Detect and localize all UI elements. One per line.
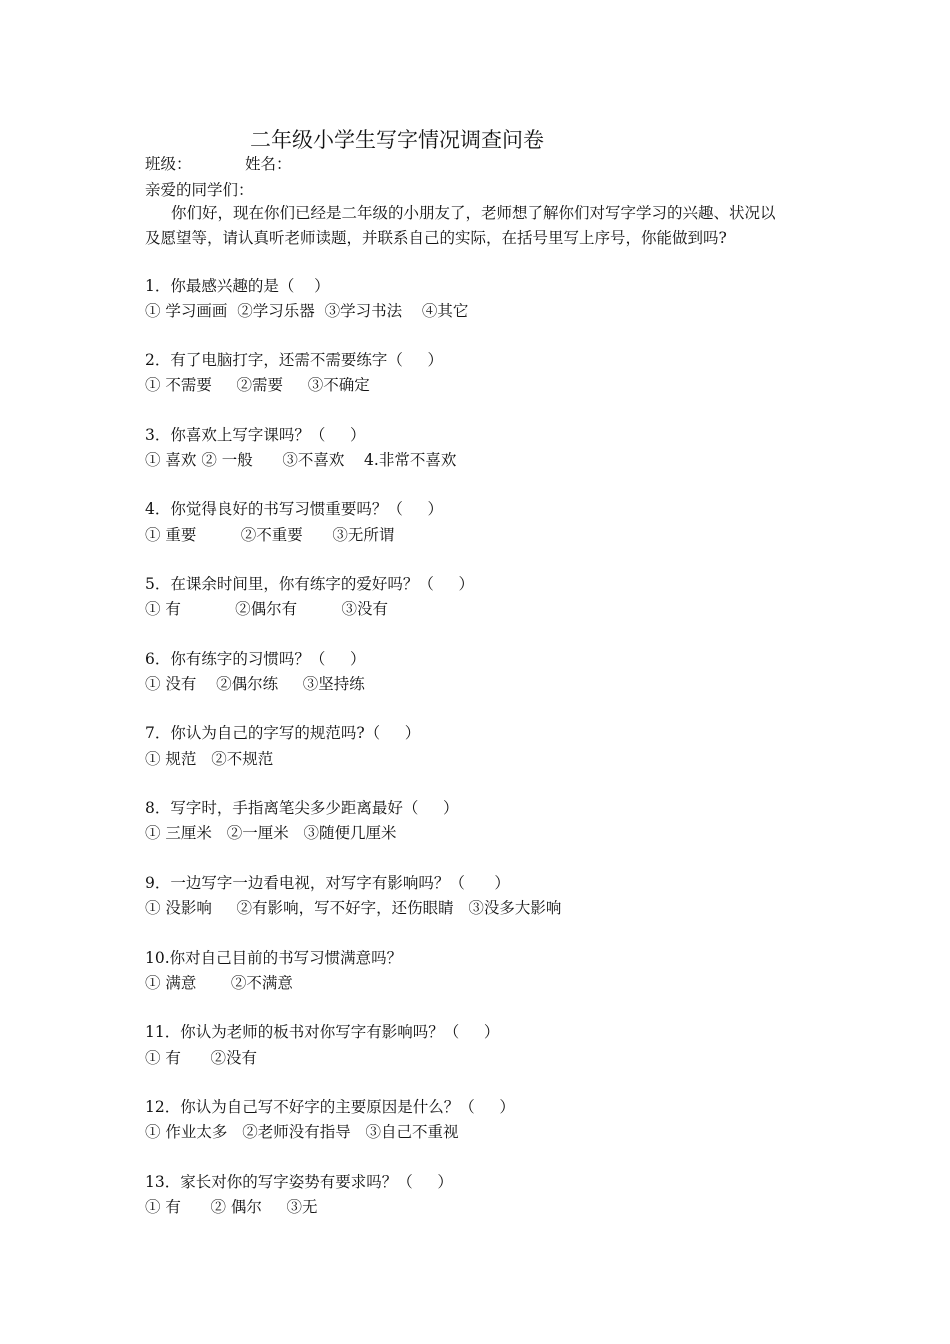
question-11: 11．你认为老师的板书对你写字有影响吗？（ ） <box>145 1023 500 1041</box>
question-2: 2．有了电脑打字，还需不需要练字（ ） <box>145 351 443 369</box>
options-12: ① 作业太多 ②老师没有指导 ③自己不重视 <box>145 1123 459 1141</box>
options-1: ① 学习画画 ②学习乐器 ③学习书法 ④其它 <box>145 302 469 320</box>
options-7: ① 规范 ②不规范 <box>145 750 274 768</box>
options-3: ① 喜欢 ② 一般 ③不喜欢 4.非常不喜欢 <box>145 451 457 469</box>
options-11: ① 有 ②没有 <box>145 1049 257 1067</box>
intro-line-2: 及愿望等，请认真听老师读题，并联系自己的实际，在括号里写上序号，你能做到吗? <box>145 229 727 247</box>
question-4: 4．你觉得良好的书写习惯重要吗？（ ） <box>145 500 443 518</box>
question-3: 3．你喜欢上写字课吗？（ ） <box>145 426 366 444</box>
options-8: ① 三厘米 ②一厘米 ③随便几厘米 <box>145 824 397 842</box>
options-9: ① 没影响 ②有影响，写不好字，还伤眼睛 ③没多大影响 <box>145 899 562 917</box>
intro-line-1: 你们好，现在你们已经是二年级的小朋友了，老师想了解你们对写字学习的兴趣、状况以 <box>171 204 776 222</box>
question-12: 12．你认为自己写不好字的主要原因是什么？（ ） <box>145 1098 515 1116</box>
options-10: ① 满意 ②不满意 <box>145 974 293 992</box>
question-8: 8．写字时，手指离笔尖多少距离最好（ ） <box>145 799 459 817</box>
page-title: 二年级小学生写字情况调查问卷 <box>250 128 544 152</box>
options-4: ① 重要 ②不重要 ③无所谓 <box>145 526 395 544</box>
options-2: ① 不需要 ②需要 ③不确定 <box>145 376 370 394</box>
question-13: 13．家长对你的写字姿势有要求吗？（ ） <box>145 1173 453 1191</box>
question-1: 1．你最感兴趣的是（ ） <box>145 277 330 295</box>
options-6: ① 没有 ②偶尔练 ③坚持练 <box>145 675 365 693</box>
question-10: 10.你对自己目前的书写习惯满意吗？ <box>145 949 403 967</box>
question-6: 6．你有练字的习惯吗？（ ） <box>145 650 366 668</box>
name-label: 姓名： <box>245 155 292 173</box>
options-5: ① 有 ②偶尔有 ③没有 <box>145 600 388 618</box>
class-label: 班级： <box>145 155 192 173</box>
question-9: 9．一边写字一边看电视，对写字有影响吗？（ ） <box>145 874 510 892</box>
question-7: 7．你认为自己的字写的规范吗?（ ） <box>145 724 421 742</box>
options-13: ① 有 ② 偶尔 ③无 <box>145 1198 318 1216</box>
greeting: 亲爱的同学们： <box>145 181 254 199</box>
question-5: 5．在课余时间里，你有练字的爱好吗？（ ） <box>145 575 474 593</box>
